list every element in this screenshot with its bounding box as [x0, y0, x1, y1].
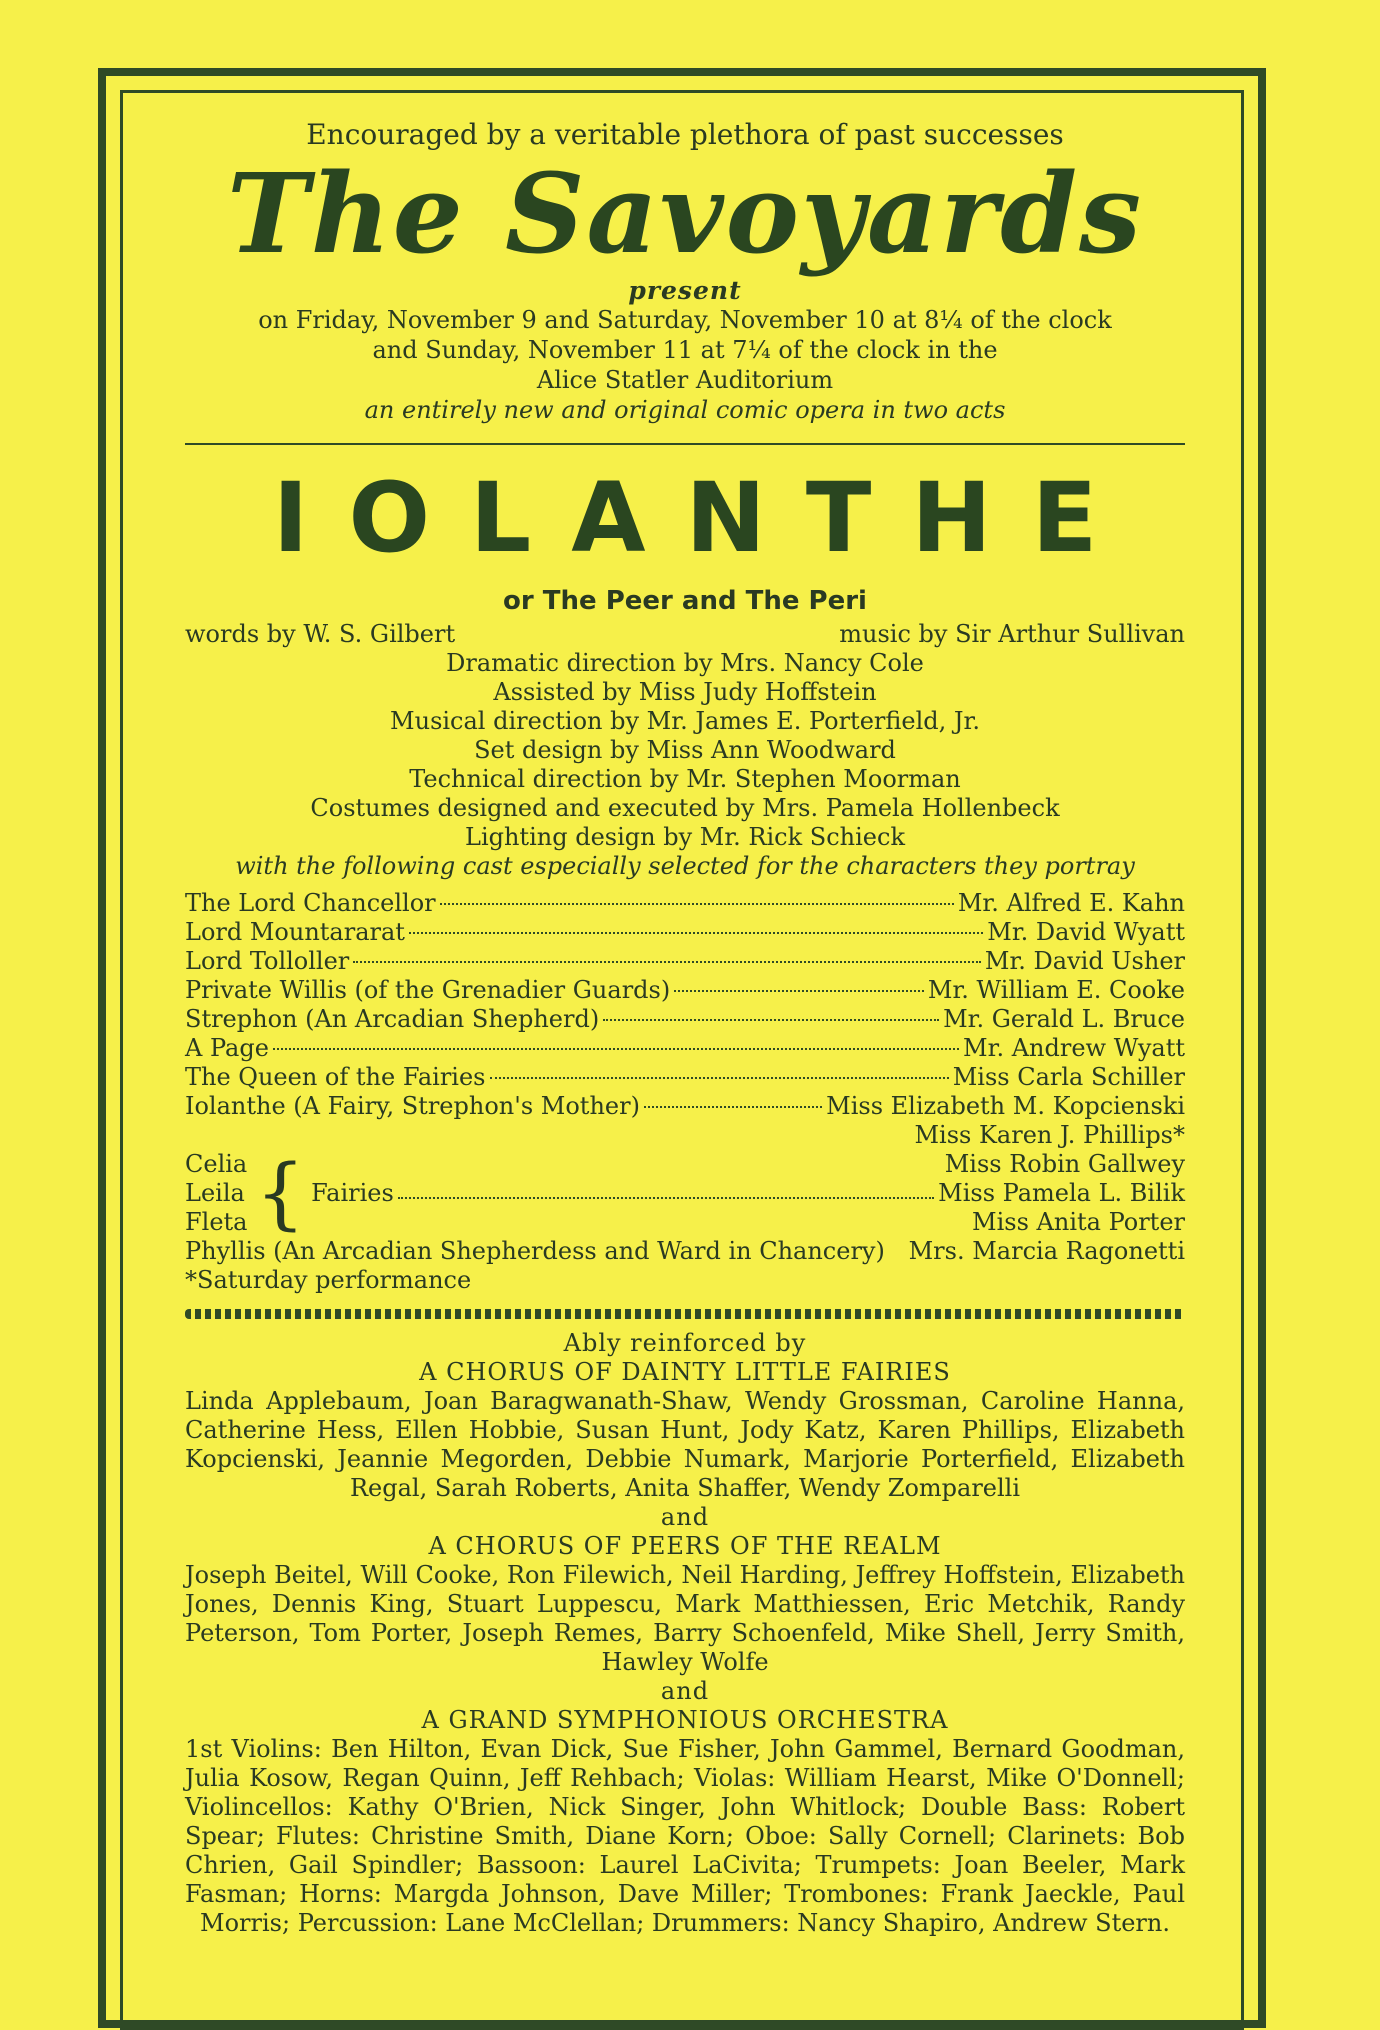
dates-line-2: and Sunday, November 11 at 7¼ of the clock in the	[372, 336, 998, 364]
program-content	[185, 110, 1185, 1938]
direction-line: Lighting design by Mr. Rick Schieck	[465, 823, 905, 851]
cast-actor: Mr. David Wyatt	[987, 918, 1185, 946]
cast-row	[185, 889, 1185, 918]
fairies-label: Fairies	[311, 1179, 394, 1207]
peers-chorus-names: Joseph Beitel, Will Cooke, Ron Filewich, Neil Harding, Jeffrey Hoffstein, Elizabeth Jones, Dennis King, Stuart Luppescu, Mark Matthiessen, Eric Metchik, Randy Peterson, Tom Porter, Joseph Remes, Barry Schoenfeld, Mike Shell, Jerry Smith, Hawley Wolfe	[185, 1561, 1185, 1676]
direction-line: Costumes designed and executed by Mrs. Pamela Hollenbeck	[310, 794, 1060, 822]
cast-row	[185, 1063, 1185, 1092]
opera-description: an entirely new and original comic opera in two acts	[364, 396, 1006, 424]
cast-row	[185, 1034, 1185, 1063]
footnote: *Saturday performance	[185, 1266, 472, 1294]
words-by: words by W. S. Gilbert	[185, 620, 456, 648]
fairy-actor: Miss Pamela L. Bilik	[938, 1179, 1185, 1207]
orchestra-names: 1st Violins: Ben Hilton, Evan Dick, Sue Fisher, John Gammel, Bernard Goodman, Julia Kosow, Regan Quinn, Jeff Rehbach; Violas: William Hearst, Mike O'Donnell; Violincellos: Kathy O'Brien, Nick Singer, John Whitlock; Double Bass: Robert Spear; Flutes: Christine Smith, Diane Korn; Oboe: Sally Cornell; Clarinets: Bob Chrien, Gail Spindler; Bassoon: Laurel LaCivita; Trumpets: Joan Beeler, Mark Fasman; Horns: Margda Johnson, Dave Miller; Trombones: Frank Jaeckle, Paul Morris; Percussion: Lane McClellan; Drummers: Nancy Shapiro, Andrew Stern.	[185, 1735, 1185, 1937]
opera-subtitle: or The Peer and The Peri	[503, 586, 867, 616]
cast-actor: Mrs. Marcia Ragonetti	[908, 1237, 1185, 1265]
company-name: The Savoyards	[226, 149, 1144, 278]
fairy-names	[185, 1150, 247, 1237]
direction-line: Technical direction by Mr. Stephen Moorman	[409, 765, 961, 793]
leader-dots	[440, 903, 954, 905]
cast-row	[185, 1092, 1185, 1121]
wavy-divider	[185, 1309, 1185, 1319]
direction-line: Dramatic direction by Mrs. Nancy Cole	[446, 649, 924, 677]
brace-glyph: {	[255, 1148, 306, 1239]
leader-dots	[409, 932, 983, 934]
cast-list	[185, 889, 1185, 1295]
cast-actor: Miss Elizabeth M. Kopcienski	[826, 1092, 1185, 1120]
cast-row-phyllis	[185, 1237, 1185, 1266]
and-label: and	[660, 1503, 710, 1531]
authors-row	[185, 620, 1185, 649]
cast-intro: with the following cast especially selected for the characters they portray	[235, 852, 1135, 880]
leader-dots	[490, 1077, 949, 1079]
leader-dots	[398, 1197, 934, 1199]
direction-line: Assisted by Miss Judy Hoffstein	[493, 678, 877, 706]
leader-dots	[603, 1019, 939, 1021]
fairies-chorus-names: Linda Applebaum, Joan Baragwanath-Shaw, Wendy Grossman, Caroline Hanna, Catherine Hess, Ellen Hobbie, Susan Hunt, Jody Katz, Karen Phillips, Elizabeth Kopcienski, Jeannie Megorden, Debbie Numark, Marjorie Porterfield, Elizabeth Regal, Sarah Roberts, Anita Shaffer, Wendy Zomparelli	[185, 1387, 1185, 1502]
cast-role: Lord Mountararat	[185, 918, 405, 946]
cast-actor: Mr. Andrew Wyatt	[963, 1034, 1185, 1062]
tagline: Encouraged by a veritable plethora of past successes	[306, 118, 1064, 151]
opera-title: IOLANTHE	[272, 462, 1138, 574]
cast-actor: Mr. William E. Cooke	[927, 976, 1185, 1004]
cast-role: A Page	[185, 1034, 269, 1062]
direction-credits	[185, 649, 1185, 852]
fairy-name: Leila	[185, 1179, 245, 1207]
cast-role: Iolanthe (A Fairy, Strephon's Mother)	[185, 1092, 640, 1120]
and-label: and	[660, 1677, 710, 1705]
leader-dots	[674, 990, 924, 992]
cast-role: Lord Tolloller	[185, 947, 350, 975]
fairy-actors	[938, 1150, 1185, 1237]
cast-row	[185, 1005, 1185, 1034]
fairies-group	[185, 1150, 1185, 1237]
fairy-actor: Miss Anita Porter	[972, 1208, 1185, 1236]
cast-actor: Mr. Alfred E. Kahn	[957, 889, 1185, 917]
cast-actor: Miss Carla Schiller	[952, 1063, 1185, 1091]
cast-role: Phyllis (An Arcadian Shepherdess and Ward in Chancery)	[185, 1237, 885, 1265]
leader-dots	[644, 1106, 822, 1108]
fairies-chorus-heading: A CHORUS OF DAINTY LITTLE FAIRIES	[419, 1358, 951, 1386]
cast-role: The Lord Chancellor	[185, 889, 436, 917]
cast-role: The Queen of the Fairies	[185, 1063, 486, 1091]
cast-actor: Mr. Gerald L. Bruce	[943, 1005, 1185, 1033]
fairy-name: Fleta	[185, 1208, 248, 1236]
fairy-name: Celia	[185, 1150, 248, 1178]
cast-actor: Mr. David Usher	[984, 947, 1185, 975]
venue: Alice Statler Auditorium	[536, 366, 834, 394]
leader-dots	[273, 1048, 959, 1050]
orchestra-heading: A GRAND SYMPHONIOUS ORCHESTRA	[421, 1706, 949, 1734]
chorus-intro: Ably reinforced by	[563, 1329, 807, 1357]
cast-row	[185, 976, 1185, 1005]
peers-chorus-heading: A CHORUS OF PEERS OF THE REALM	[428, 1532, 942, 1560]
cast-row	[185, 918, 1185, 947]
divider-rule	[185, 443, 1185, 445]
dates-line-1: on Friday, November 9 and Saturday, November 10 at 8¼ of the clock	[258, 306, 1112, 334]
fairy-actor: Miss Robin Gallwey	[944, 1150, 1185, 1178]
present-label: present	[628, 276, 742, 305]
music-by: music by Sir Arthur Sullivan	[839, 620, 1185, 648]
cast-role: Private Willis (of the Grenadier Guards)	[185, 976, 671, 1004]
cast-row	[185, 947, 1185, 976]
direction-line: Set design by Miss Ann Woodward	[474, 736, 896, 764]
direction-line: Musical direction by Mr. James E. Porterfield, Jr.	[390, 707, 980, 735]
leader-dots	[353, 961, 981, 963]
cast-role: Strephon (An Arcadian Shepherd)	[185, 1005, 600, 1033]
alternate-actor: Miss Karen J. Phillips*	[914, 1121, 1185, 1149]
